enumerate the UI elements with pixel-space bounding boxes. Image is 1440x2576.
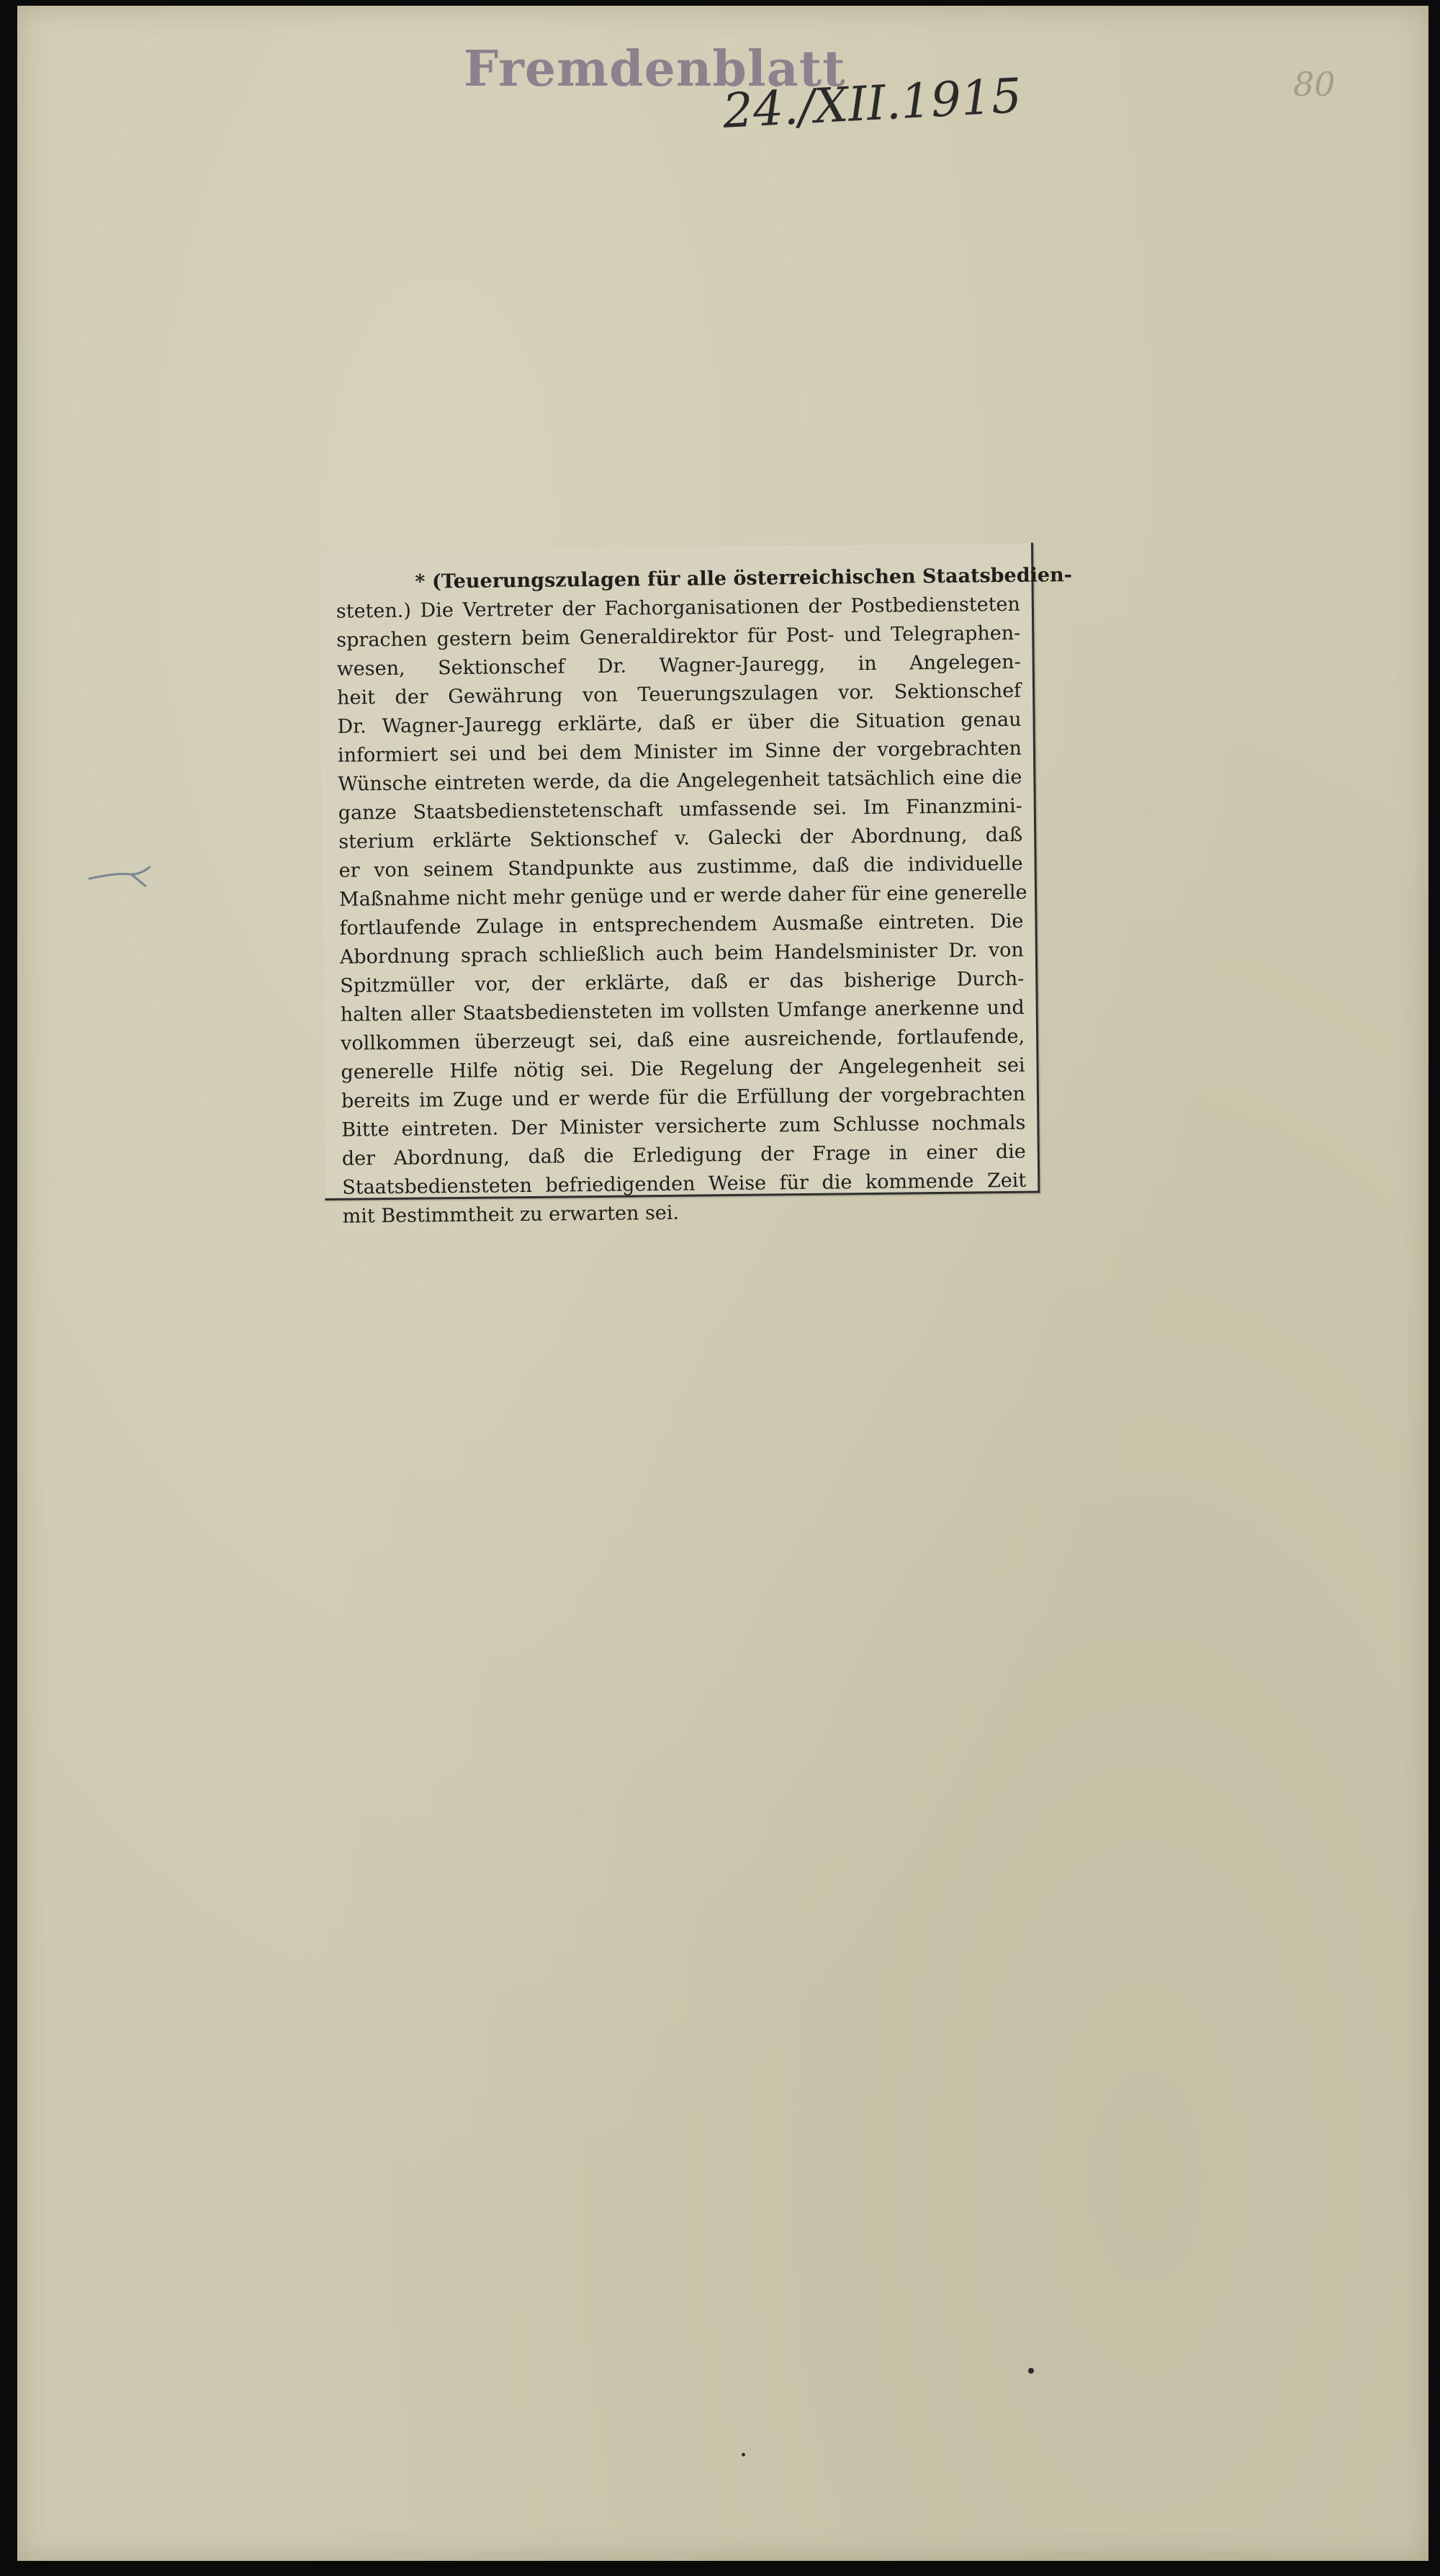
- clipping-line: Spitzmüller vor, der erklärte, daß er das bisherige Durch-: [340, 967, 1025, 997]
- clipping-line: mit Bestimmtheit zu erwarten sei.: [342, 1201, 680, 1228]
- folio-number: 80: [1293, 65, 1336, 104]
- clipping-line: Wünsche eintreten werde, da die Angelegenheit tatsächlich eine die: [338, 766, 1022, 796]
- ink-speck: [742, 2453, 745, 2456]
- clipping-text: [336, 562, 1073, 1231]
- ink-speck: [1028, 2368, 1034, 2374]
- newspaper-stamp: Fremdenblatt: [464, 40, 846, 98]
- clipping-line: Dr. Wagner-Jauregg erklärte, daß er über die Situation genau: [337, 708, 1022, 738]
- clipping-line: er von seinem Standpunkte aus zustimme, daß die individuelle: [338, 852, 1023, 882]
- clipping-line: informiert sei und bei dem Minister im Sinne der vorgebrachten: [337, 737, 1022, 767]
- clipping-line: Maßnahme nicht mehr genüge und er werde daher für eine generelle: [338, 881, 1027, 911]
- pencil-tick-mark: [86, 864, 153, 889]
- clipping-line: fortlaufende Zulage in entsprechendem Ausmaße eintreten. Die: [339, 910, 1024, 940]
- clipping-line: generelle Hilfe nötig sei. Die Regelung der Angelegenheit sei: [341, 1054, 1025, 1084]
- archive-sheet: [17, 6, 1428, 2561]
- clipping-line: Bitte eintreten. Der Minister versicherte zum Schlusse nochmals: [341, 1111, 1026, 1141]
- clipping-line: sterium erklärte Sektionschef v. Galecki der Abordnung, daß: [338, 823, 1023, 853]
- clipping-line: Abordnung sprach schließlich auch beim Handelsminister Dr. von: [339, 938, 1025, 969]
- clipping-line: Staatsbediensteten befriedigenden Weise für die kommende Zeit: [342, 1169, 1027, 1199]
- handwritten-date: 24./XII.1915: [721, 68, 1023, 139]
- clipping-line: heit der Gewährung von Teuerungszulagen vor. Sektionschef: [336, 679, 1022, 709]
- clipping-line: vollkommen überzeugt sei, daß eine ausreichende, fortlaufende,: [341, 1025, 1025, 1055]
- newspaper-clipping: [318, 543, 1073, 1228]
- clipping-line: sprachen gestern beim Generaldirektor für Post- und Telegraphen-: [336, 621, 1021, 652]
- clipping-line: der Abordnung, daß die Erledigung der Frage in einer die: [341, 1140, 1026, 1170]
- clipping-line: wesen, Sektionschef Dr. Wagner-Jauregg, in Angelegen-: [336, 650, 1021, 681]
- clipping-line: bereits im Zuge und er werde für die Erfüllung der vorgebrachten: [341, 1082, 1026, 1113]
- clipping-line: * (Teuerungszulagen für alle österreichischen Staatsbedien-: [415, 564, 1073, 593]
- clipping-line: ganze Staatsbedienstetenschaft umfassende sei. Im Finanzmini-: [338, 794, 1022, 825]
- clipping-line: halten aller Staatsbediensteten im vollsten Umfange anerkenne und: [340, 996, 1025, 1026]
- clipping-line: steten.) Die Vertreter der Fachorganisationen der Postbediensteten: [336, 593, 1021, 623]
